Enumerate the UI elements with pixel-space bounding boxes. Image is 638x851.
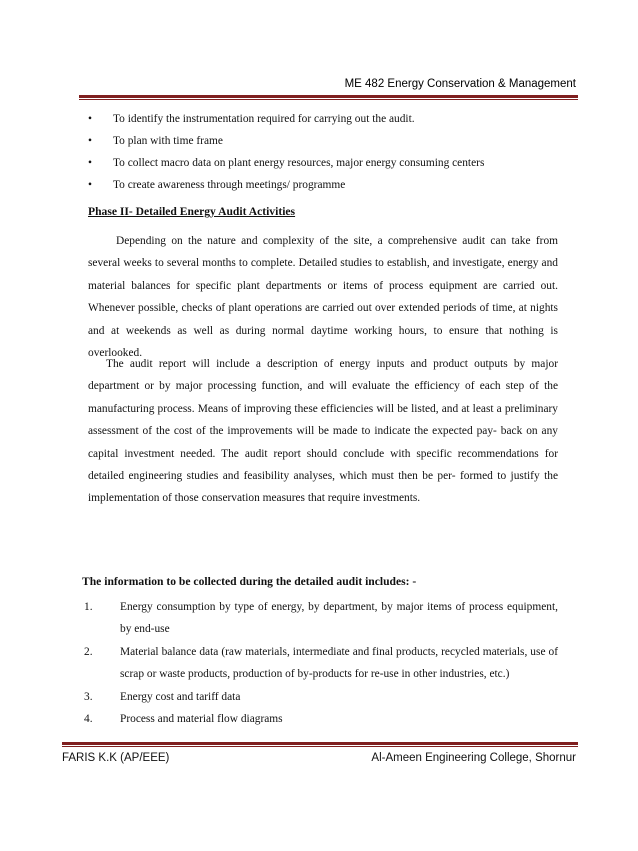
bullet-icon: • xyxy=(88,135,92,147)
list-item xyxy=(88,174,578,196)
list-item xyxy=(84,708,558,730)
list-item-text: Material balance data (raw materials, intermediate and final products, recycled materials, use of scrap or waste products, production of by-products for re-use in other industries, etc.) xyxy=(120,645,558,681)
list-item xyxy=(84,596,558,641)
footer-rule-thin xyxy=(62,746,578,747)
footer-rule xyxy=(62,742,578,745)
list-item-text: To plan with time frame xyxy=(113,135,223,147)
list-item-text: Process and material flow diagrams xyxy=(120,713,283,726)
paragraph: Depending on the nature and complexity of the site, a comprehensive audit can take from several weeks to several months to complete. Detailed studies to establish, and investigate, energy and material balances for specific plant departments or items of process equipment are carried out. Whenever possible, checks of plant operations are carried out over extended periods of time, at nights and at weekends as well as during normal daytime working hours, to ensure that nothing is overlooked. xyxy=(88,235,558,360)
footer-institution: Al-Ameen Engineering College, Shornur xyxy=(371,752,576,764)
footer-author: FARIS K.K (AP/EEE) xyxy=(62,752,170,764)
list-item-text: To collect macro data on plant energy resources, major energy consuming centers xyxy=(113,157,485,169)
list-item xyxy=(84,641,558,686)
header-rule xyxy=(79,95,578,98)
objectives-list xyxy=(88,108,578,196)
list-item-text: To create awareness through meetings/ programme xyxy=(113,179,346,191)
paragraph: The audit report will include a description of energy inputs and product outputs by major department or by major processing function, and will evaluate the efficiency of each step of the manufacturing process. Means of improving these efficiencies will be listed, and at least a preliminary assessment of the cost of the improvements will be made to indicate the expected pay- back on any capital investment needed. The audit report should conclude with specific recommendations for detailed engineering studies and feasibility analyses, which must then be per- formed to justify the implementation of those conservation measures that require investments. xyxy=(88,358,558,505)
header-rule-thin xyxy=(79,99,578,100)
bullet-icon: • xyxy=(88,113,92,125)
list-number: 4. xyxy=(84,713,93,726)
list-item xyxy=(88,152,578,174)
list-item xyxy=(84,686,558,708)
page-header: ME 482 Energy Conservation & Management xyxy=(344,78,576,90)
section-title: Phase II- Detailed Energy Audit Activities xyxy=(88,205,296,218)
list-number: 1. xyxy=(84,601,93,613)
list-item-text: Energy cost and tariff data xyxy=(120,690,241,703)
bullet-icon: • xyxy=(88,157,92,169)
list-item xyxy=(88,108,578,130)
list-number: 3. xyxy=(84,690,93,703)
list-item-text: To identify the instrumentation required for carrying out the audit. xyxy=(113,113,415,125)
info-title: The information to be collected during the detailed audit includes: - xyxy=(82,575,417,588)
info-list xyxy=(84,596,558,730)
bullet-icon: • xyxy=(88,179,92,191)
list-item xyxy=(88,130,578,152)
list-item-text: Energy consumption by type of energy, by department, by major items of process equipment, by end-use xyxy=(120,601,558,636)
list-number: 2. xyxy=(84,645,93,658)
